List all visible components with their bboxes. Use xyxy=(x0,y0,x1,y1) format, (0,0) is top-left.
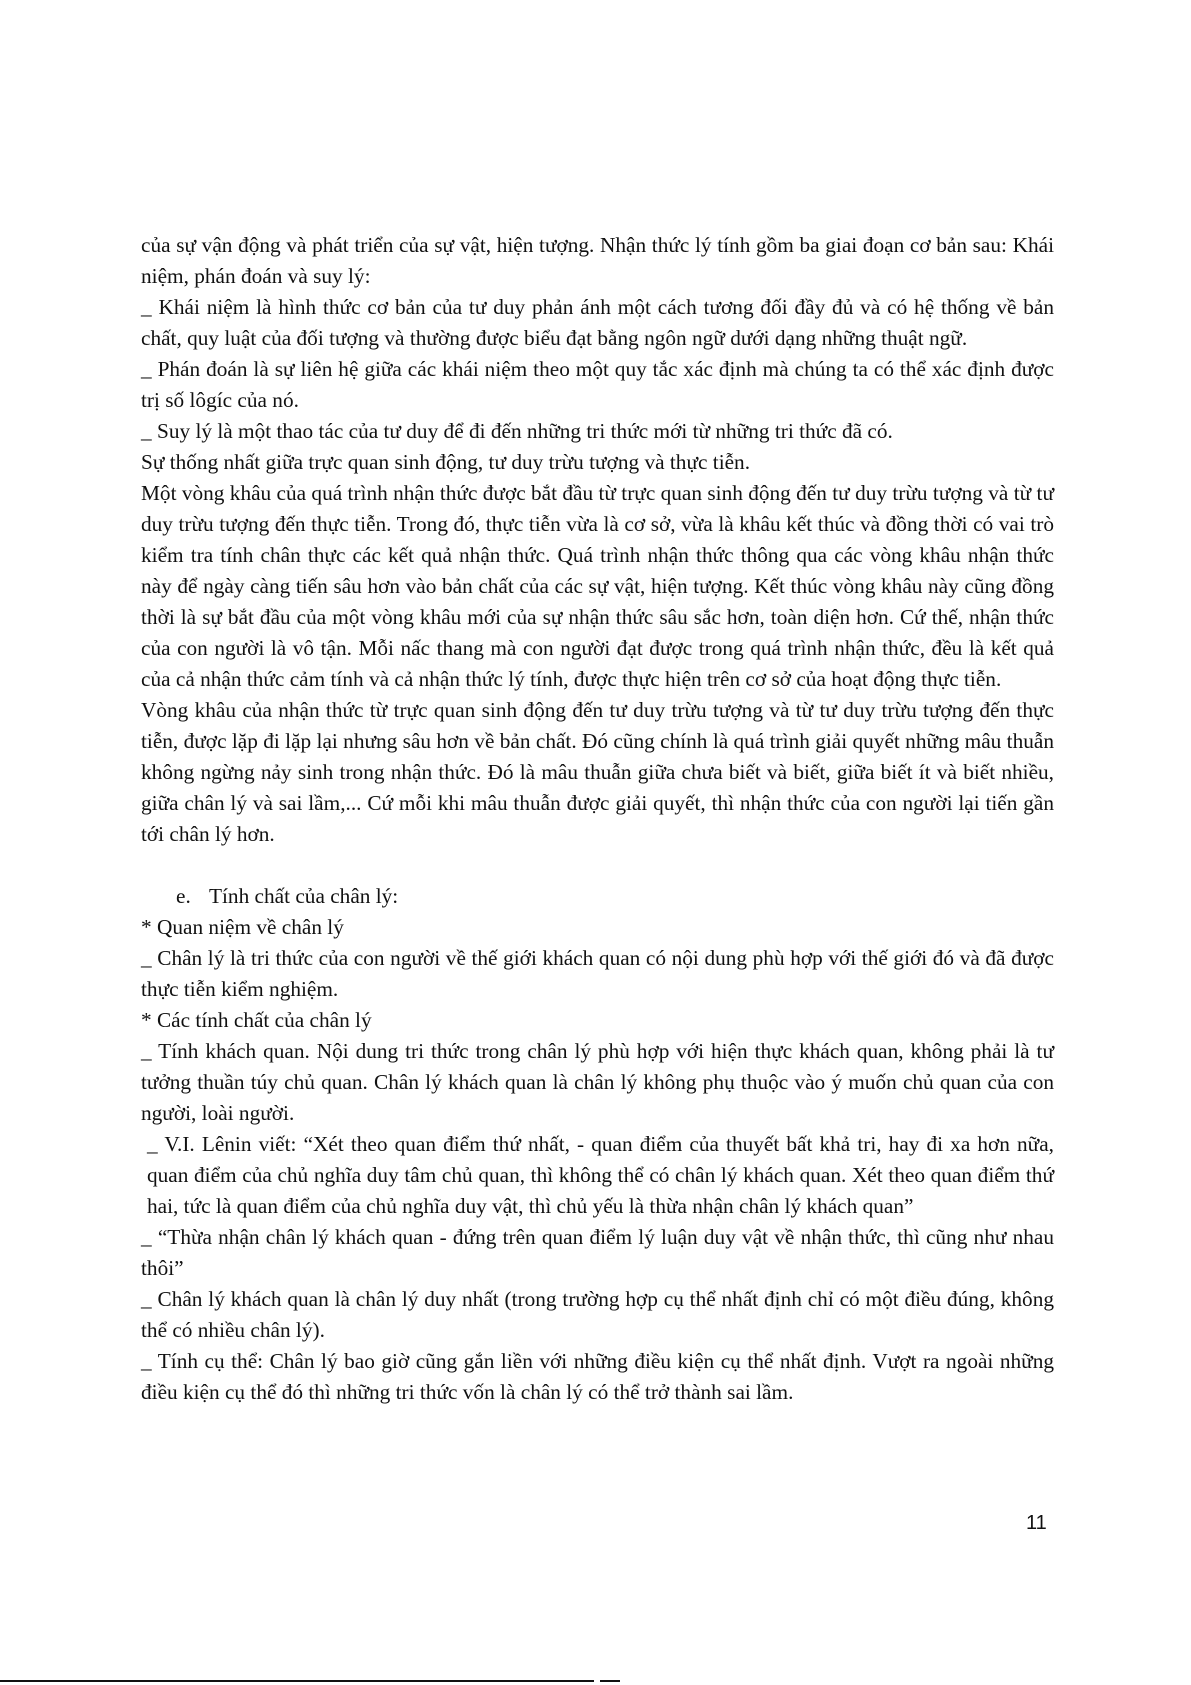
footer-divider xyxy=(0,1680,1191,1682)
section-heading-marker: e. xyxy=(176,884,191,908)
paragraph-reasoning: _ Suy lý là một thao tác của tư duy để đi đến những tri thức mới từ những tri thức đã có. xyxy=(141,419,893,443)
section-heading-text: Tính chất của chân lý: xyxy=(209,884,399,908)
paragraph-unity: Sự thống nhất giữa trực quan sinh động, tư duy trừu tượng và thực tiễn. xyxy=(141,450,751,474)
footer-divider-right xyxy=(600,1680,620,1682)
section-spacer xyxy=(141,850,1054,881)
paragraph-judgment: _ Phán đoán là sự liên hệ giữa các khái niệm theo một quy tắc xác định mà chúng ta có thể xác định được trị số lôgíc của nó. xyxy=(141,357,1054,412)
paragraph-objectivity: _ Tính khách quan. Nội dung tri thức trong chân lý phù hợp với hiện thực khách quan, không phải là tư tưởng thuần túy chủ quan. Chân lý khách quan là chân lý không phụ thuộc vào ý muốn chủ quan của con người, loài người. xyxy=(141,1039,1054,1125)
footer-divider-left xyxy=(0,1680,594,1682)
paragraph-unique-truth: _ Chân lý khách quan là chân lý duy nhất (trong trường hợp cụ thể nhất định chỉ có một điều đúng, không thể có nhiều chân lý). xyxy=(141,1287,1054,1342)
paragraph-truth-concept-heading: * Quan niệm về chân lý xyxy=(141,915,344,939)
section-heading-e xyxy=(176,881,1054,912)
paragraph-concreteness: _ Tính cụ thể: Chân lý bao giờ cũng gắn liền với những điều kiện cụ thể nhất định. Vượt ra ngoài những điều kiện cụ thể đó thì những tri thức vốn là chân lý có thể trở thành sai lầm. xyxy=(141,1349,1054,1404)
page-number: 11 xyxy=(1026,1512,1047,1534)
paragraph-concept: _ Khái niệm là hình thức cơ bản của tư duy phản ánh một cách tương đối đầy đủ và có hệ thống về bản chất, quy luật của đối tượng và thường được biểu đạt bằng ngôn ngữ dưới dạng những thuật ngữ. xyxy=(141,295,1054,350)
paragraph-cognition-stages: của sự vận động và phát triển của sự vật, hiện tượng. Nhận thức lý tính gồm ba giai đoạn cơ bản sau: Khái niệm, phán đoán và suy lý: xyxy=(141,233,1054,288)
paragraph-cycle-repetition: Vòng khâu của nhận thức từ trực quan sinh động đến tư duy trừu tượng và từ tư duy trừu tượng đến thực tiễn, được lặp đi lặp lại nhưng sâu hơn về bản chất. Đó cũng chính là quá trình giải quyết những mâu thuẫn không ngừng nảy sinh trong nhận thức. Đó là mâu thuẫn giữa chưa biết và biết, giữa biết ít và biết nhiều, giữa chân lý và sai lầm,... Cứ mỗi khi mâu thuẫn được giải quyết, thì nhận thức của con người lại tiến gần tới chân lý hơn. xyxy=(141,698,1054,846)
paragraph-lenin-quote: _ V.I. Lênin viết: “Xét theo quan điểm thứ nhất, - quan điểm của thuyết bất khả tri, hay đi xa hơn nữa, quan điểm của chủ nghĩa duy tâm chủ quan, thì không thể có chân lý khách quan. Xét theo quan điểm thứ hai, tức là quan điểm của chủ nghĩa duy vật, thì chủ yếu là thừa nhận chân lý khách quan” xyxy=(147,1132,1054,1218)
paragraph-truth-definition: _ Chân lý là tri thức của con người về thế giới khách quan có nội dung phù hợp với thế giới đó và đã được thực tiễn kiểm nghiệm. xyxy=(141,946,1054,1001)
document-body xyxy=(141,230,1054,1408)
paragraph-truth-properties-heading: * Các tính chất của chân lý xyxy=(141,1008,372,1032)
paragraph-cognition-cycle: Một vòng khâu của quá trình nhận thức được bắt đầu từ trực quan sinh động đến tư duy trừu tượng và từ tư duy trừu tượng đến thực tiễn. Trong đó, thực tiễn vừa là cơ sở, vừa là khâu kết thúc và đồng thời có vai trò kiểm tra tính chân thực các kết quả nhận thức. Quá trình nhận thức thông qua các vòng khâu nhận thức này để ngày càng tiến sâu hơn vào bản chất của các sự vật, hiện tượng. Kết thúc vòng khâu này cũng đồng thời là sự bắt đầu của một vòng khâu mới của sự nhận thức sâu sắc hơn, toàn diện hơn. Cứ thế, nhận thức của con người là vô tận. Mỗi nấc thang mà con người đạt được trong quá trình nhận thức, đều là kết quả của cả nhận thức cảm tính và cả nhận thức lý tính, được thực hiện trên cơ sở của hoạt động thực tiễn. xyxy=(141,481,1054,691)
paragraph-objective-truth-quote: _ “Thừa nhận chân lý khách quan - đứng trên quan điểm lý luận duy vật về nhận thức, thì cũng như nhau thôi” xyxy=(141,1225,1054,1280)
